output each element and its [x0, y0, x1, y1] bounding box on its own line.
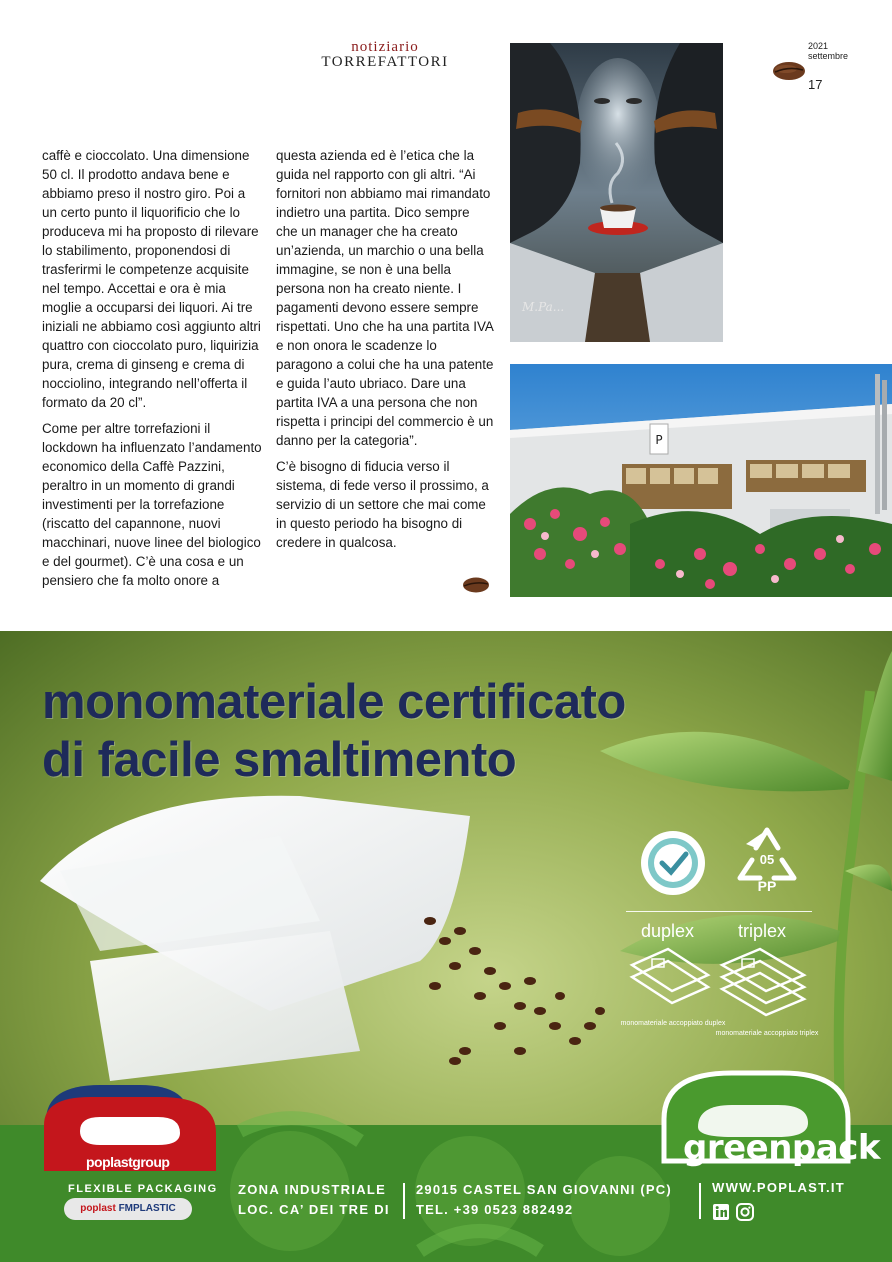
- greenpack-name: greenpack: [683, 1128, 880, 1168]
- sub-brand-logos: [64, 1198, 192, 1220]
- headline-line-1: monomateriale certificato: [42, 675, 626, 729]
- masthead-line2: TORREFATTORI: [321, 54, 449, 70]
- ad-headline: [42, 673, 626, 789]
- recycle-pp-icon: [732, 826, 802, 894]
- coffee-bean-icon: [772, 60, 806, 82]
- masthead-line1: notiziario: [351, 39, 419, 55]
- triplex-layers-icon: [718, 945, 810, 1027]
- end-mark-bean-icon: [462, 576, 490, 594]
- badge-divider: [626, 911, 812, 912]
- brand-name: poplastgroup: [86, 1154, 170, 1170]
- sub-brand-poplast: poplast: [80, 1203, 116, 1214]
- instagram-icon: [737, 1204, 753, 1220]
- issue-date: [808, 41, 848, 61]
- brand-tagline: FLEXIBLE PACKAGING: [68, 1183, 218, 1195]
- svg-text:P: P: [655, 433, 663, 447]
- paragraph: C’è bisogno di fiducia verso il sistema, di fede verso il prossimo, a servizio di un settore che mai come in questo periodo ha bisogno di credere in qualcosa.: [276, 459, 489, 550]
- phone-line: TEL. +39 0523 882492: [416, 1202, 574, 1217]
- web-separator: [699, 1183, 701, 1219]
- address-line-1: ZONA INDUSTRIALE: [238, 1182, 387, 1197]
- paragraph: Come per altre torrefazioni il lockdown ha influenzato l’andamento economico della Caffè Pazzini, peraltro in un momento di grandi investimenti per la torrefazione (riscatto del capannone, nuovi macchinari, nuove linee del biologico e del gourmet). C’è una cosa e un pensiero che fa molto onore a: [42, 421, 262, 588]
- issue-year: 2021: [808, 41, 829, 51]
- magazine-masthead: [300, 40, 470, 70]
- article-column-2: [276, 146, 494, 559]
- website-link[interactable]: WWW.POPLAST.IT: [712, 1180, 846, 1195]
- duplex-label: duplex: [641, 921, 695, 941]
- company-address: [238, 1180, 390, 1220]
- address-line-2: LOC. CA’ DEI TRE DI: [238, 1202, 390, 1217]
- recycle-code: 05: [759, 852, 775, 867]
- linkedin-icon: [713, 1204, 729, 1220]
- recycle-material: PP: [757, 878, 777, 894]
- triplex-label: triplex: [738, 921, 787, 941]
- building-image: [510, 364, 892, 597]
- paragraph: caffè e cioccolato. Una dimensione 50 cl. Il prodotto andava bene e abbiamo preso il nostro giro. Poi a un certo punto il liquorificio che lo produceva mi ha proposto di rilevare lo stabilimento, proponendosi di trasferirmi le competenze acquisite nel tempo. Accettai e ora è mia moglie a occuparsi dei liquori. Ai tre iniziali ne abbiamo così aggiunto altri quattro con cioccolato puro, liquirizia pura, crema di ginseng e crema di nocciolino, integrando nell’offerta il formato da 20 cl”.: [42, 148, 261, 410]
- paragraph: questa azienda ed è l’etica che la guida nel rapporto con gli altri. “Ai fornitori non abbiamo mai rimandato indietro una partita. Dico sempre che un manager che ha creato un’azienda, un marchio o una bella immagine, se non è una bella persona non ha creato niente. I pagamenti devono essere sempre rispettati. Uno che ha una partita IVA e non onora le scadenze lo paragono a colui che ha una patente e guida l’auto ubriaco. Dare una partita IVA a una persona che non rispetta i principi del commercio è un danno per la categoria”.: [276, 148, 494, 448]
- headline-line-2: di facile smaltimento: [42, 733, 517, 787]
- city-line: 29015 CASTEL SAN GIOVANNI (PC): [416, 1182, 672, 1197]
- recyclable-certification-icon: [640, 830, 706, 896]
- article-column-1: [42, 146, 262, 597]
- duplex-caption: monomateriale accoppiato duplex: [620, 1020, 726, 1027]
- duplex-layers-icon: [628, 945, 712, 1015]
- company-contact: [416, 1180, 672, 1220]
- sub-brand-fmplastic: FMPLASTIC: [118, 1203, 176, 1214]
- page-number: 17: [808, 77, 823, 92]
- triplex-caption: monomateriale accoppiato triplex: [715, 1030, 819, 1037]
- painting-image: [510, 43, 723, 342]
- painting-signature: M.Pa...: [522, 300, 565, 314]
- poplast-advertisement: [0, 631, 892, 1262]
- social-icons: [712, 1203, 756, 1221]
- contact-separator: [403, 1183, 405, 1219]
- issue-month: settembre: [808, 51, 849, 61]
